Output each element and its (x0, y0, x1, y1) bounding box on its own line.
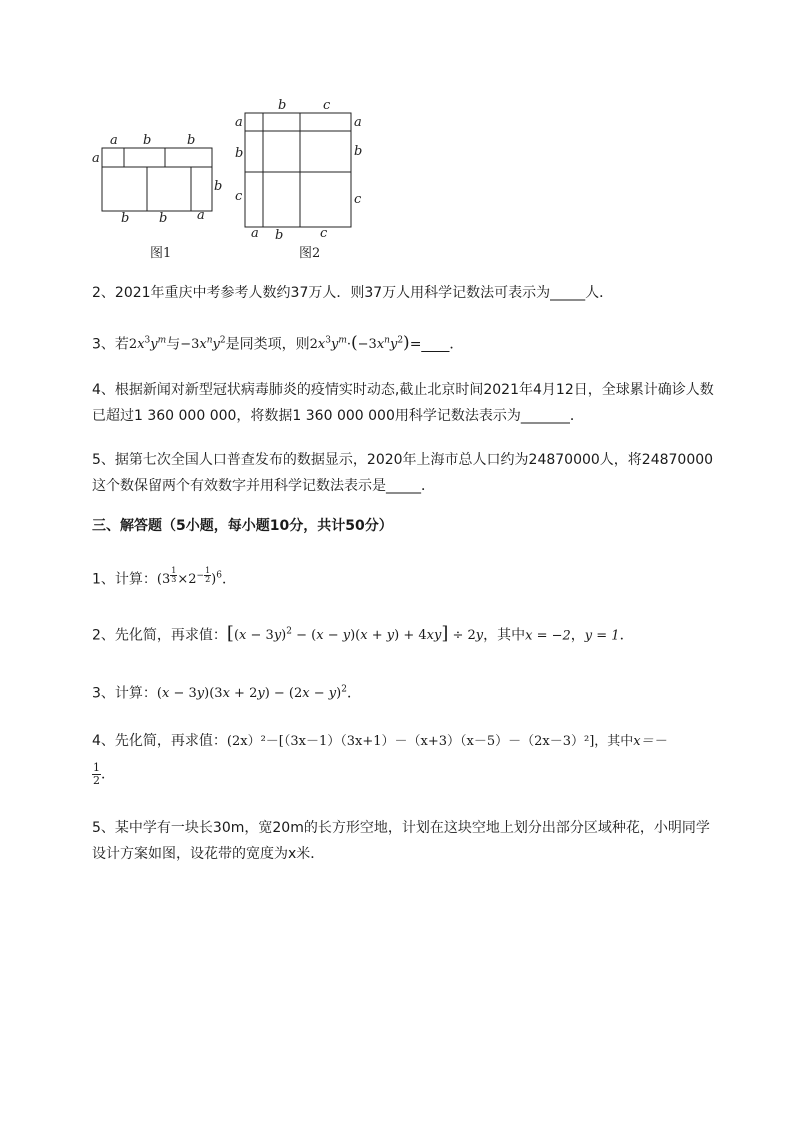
question-number: 2、 (92, 285, 115, 301)
question-text: ，其中 (483, 627, 526, 644)
fraction-numerator: 1 (93, 761, 100, 774)
question-text: =____． (409, 336, 464, 353)
question-text: ． (101, 766, 115, 783)
figures-area (0, 0, 794, 270)
fig1-label-top: b (143, 133, 152, 148)
question-text: 计算： (114, 685, 157, 702)
question-number: 3、 (92, 685, 115, 702)
question-text: 若 (114, 336, 129, 353)
question-number: 5、 (92, 820, 115, 836)
fig1-label-bottom: a (197, 208, 205, 223)
question-text: ， (570, 627, 585, 644)
question-text: ． (221, 571, 236, 588)
fig2-label-right: a (354, 115, 362, 130)
question-4 (92, 377, 722, 429)
math-term: $-3x^ny^2$ (180, 336, 226, 353)
fig2-label-left: c (235, 189, 243, 204)
solve-question-1 (92, 566, 236, 590)
question-text: 与 (166, 336, 181, 353)
question-text: 据第七次全国人口普查发布的数据显示，2020年上海市总人口约为24870000人，将24870000这个数保留两个有效数字并用科学记数法表示是_____． (92, 452, 714, 494)
solve-question-5 (92, 815, 722, 867)
condition-y: y = 1 (584, 628, 620, 644)
condition-x: x＝－ (633, 734, 667, 749)
fig2-label-left: a (235, 115, 243, 130)
question-number: 5、 (92, 452, 115, 468)
math-expression: $[(x - 3y)^2 - (x - y)(x + y) + 4xy] \div 2y$ (226, 623, 484, 645)
fig1-label-top: a (110, 133, 118, 148)
fig2-outline (245, 113, 351, 227)
condition-x: x = −2 (525, 628, 571, 644)
math-term: $2x^3y^m$ (128, 336, 167, 353)
fig2-label-bottom: c (320, 226, 328, 241)
question-text: ． (346, 685, 361, 702)
figure-1 (102, 148, 212, 211)
fraction (92, 762, 101, 787)
question-text: 根据新闻对新型冠状病毒肺炎的疫情实时动态,截止北京时间2021年4月12日，全球累计确诊人数已超过1 360 000 000，将数据1 360 000 000用科学记数法表示为_______． (92, 382, 714, 424)
fig1-outline (102, 148, 212, 211)
figure-2 (245, 113, 351, 227)
question-number: 4、 (92, 733, 115, 749)
fig2-label-right: b (354, 144, 363, 159)
solve-question-4-cont (92, 762, 115, 787)
fig1-caption: 图1 (150, 246, 172, 261)
question-5 (92, 447, 722, 499)
question-text: 计算： (114, 571, 157, 588)
fig1-label-top: b (187, 133, 196, 148)
fig2-label-bottom: a (251, 226, 259, 241)
question-number: 4、 (92, 382, 115, 398)
fraction-denominator: 2 (93, 774, 100, 787)
question-2 (92, 283, 613, 303)
math-expression: (3 $^{\frac{1}{3}}$ $\times 2^{- \frac{1}{2}}$ )$^6$ (156, 566, 222, 588)
solve-question-2 (92, 622, 634, 646)
fig2-label-left: b (235, 146, 244, 161)
fig2-caption: 图2 (299, 246, 321, 261)
fig1-label-bottom: b (121, 211, 130, 226)
fig2-label-right: c (354, 192, 362, 207)
fig1-label-right: b (214, 179, 223, 194)
question-text: 先化简，再求值： (114, 733, 227, 749)
question-number: 1、 (92, 571, 115, 588)
question-text: 先化简，再求值： (114, 627, 227, 644)
question-text: 2021年重庆中考参考人数约37万人．则37万人用科学记数法可表示为_____人． (114, 285, 614, 301)
math-expression: (2x）²－[（3x－1）（3x+1）－（x+3）（x－5）－（2x－3）²]，其中 (226, 734, 634, 749)
math-expression: $2x^3y^m\cdot(-3x^ny^2)$ (309, 333, 410, 354)
fig1-label-bottom: b (159, 211, 168, 226)
fig2-label-top: c (323, 98, 331, 113)
question-number: 2、 (92, 627, 115, 644)
fig2-label-top: b (278, 98, 287, 113)
question-text: ． (619, 627, 634, 644)
question-text: 是同类项，则 (225, 336, 310, 353)
solve-question-4 (92, 731, 667, 752)
question-number: 3、 (92, 336, 115, 353)
solve-question-3 (92, 680, 361, 704)
fig2-label-bottom: b (275, 228, 284, 243)
question-3 (92, 331, 463, 355)
question-text: 某中学有一块长30m，宽20m的长方形空地，计划在这块空地上划分出部分区域种花，小明同学设计方案如图，设花带的宽度为x米． (92, 820, 710, 862)
math-expression: $(x - 3y)(3x + 2y) - (2x - y)^2$ (156, 685, 347, 702)
fig1-label-left: a (92, 151, 100, 166)
section-heading: 三、解答题（5小题，每小题10分，共计50分） (92, 518, 393, 534)
